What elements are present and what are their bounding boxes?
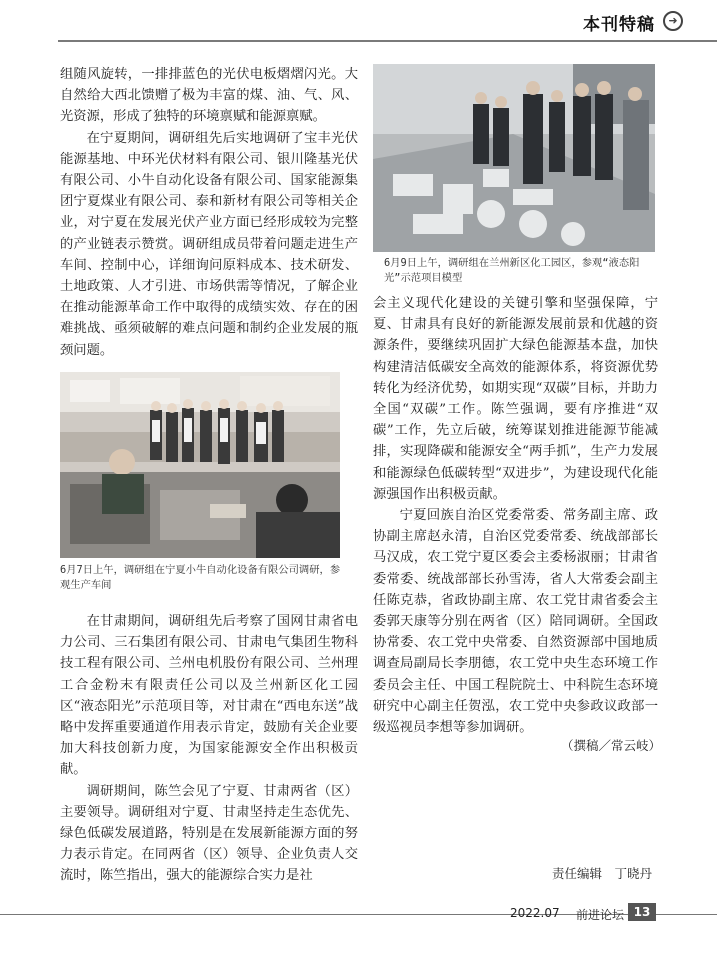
left-column-top (60, 64, 358, 361)
photo-caption: 6月9日上午，调研组在兰州新区化工园区，参观“液态阳光”示范项目模型 (384, 257, 640, 284)
magazine-name: 前进论坛 (576, 908, 625, 922)
photo-workshop (60, 372, 340, 558)
page-number: 13 (628, 903, 656, 921)
circle-arrow-icon: ➜ (663, 11, 683, 31)
header-rule (58, 40, 717, 42)
photo-model-exhibit (373, 64, 655, 252)
paragraph: 组随风旋转，一排排蓝色的光伏电板熠熠闪光。大自然给大西北馈赠了极为丰富的煤、油、气、风、光资源，形成了独特的环境禀赋和能源禀赋。 (60, 67, 358, 125)
left-column-bottom (60, 611, 358, 887)
paragraph: 在宁夏期间，调研组先后实地调研了宝丰光伏能源基地、中环光伏材料有限公司、银川隆基光伏有限公司、小牛自动化设备有限公司、国家能源集团宁夏煤业有限公司、泰和新材有限公司等相关企业，对宁夏在发展光伏产业方面已经形成较为完整的产业链表示赞赏。调研组成员带着问题走进生产车间、控制中心，详细询问原料成本、技术研发、土地政策、人才引进、市场供需等情况，了解企业在推动能源革命工作中取得的成绩实效、存在的困难挑战、亟须破解的难点问题和制约企业发展的瓶颈问题。 (60, 130, 358, 358)
paragraph: 宁夏回族自治区党委常委、常务副主席、政协副主席赵永清，自治区党委常委、统战部部长马汉成，农工党宁夏区委会主委杨淑丽；甘肃省委常委、统战部部长孙雪涛，省人大常委会副主任陈克恭，省政协副主席、农工党甘肃省委会主委郭天康等分别在两省（区）陪同调研。全国政协常委、农工党中央常委、自然资源部中国地质调查局副局长李朋德，农工党中央生态环境工作委员会主任、中国工程院院士、中科院生态环境研究中心副主任贺泓，农工党中央参政议政部一级巡视员李想等参加调研。 (373, 508, 658, 736)
issue-date: 2022.07 (510, 906, 560, 920)
section-title: 本刊特稿 (583, 15, 655, 35)
paragraph: 会主义现代化建设的关键引擎和坚强保障，宁夏、甘肃具有良好的新能源发展前景和优越的资源条件，要继续巩固扩大绿色能源基本盘，加快构建清洁低碳安全高效的能源体系，将资源优势转化为经济优势，如期实现“双碳”目标，并助力全国“双碳”工作。陈竺强调，要有序推进“双碳”工作，先立后破，统筹谋划推进能源节能减排，实现降碳和能源安全“两手抓”，生产力发展和能源绿色低碳转型“双进步”，为建设现代化能源强国作出积极贡献。 (373, 296, 658, 502)
byline: （撰稿／常云岐） (561, 738, 662, 753)
paragraph: 调研期间，陈竺会见了宁夏、甘肃两省（区）主要领导。调研组对宁夏、甘肃坚持走生态优先、绿色低碳发展道路，特别是在发展新能源方面的努力表示肯定。在同两省（区）领导、企业负责人交流时，陈竺指出，强大的能源综合实力是社 (60, 783, 358, 884)
editor-credit: 责任编辑 丁晓丹 (552, 866, 653, 881)
paragraph: 在甘肃期间，调研组先后考察了国网甘肃省电力公司、三石集团有限公司、甘肃电气集团生物科技工程有限公司、兰州电机股份有限公司、兰州理工合金粉末有限责任公司以及兰州新区化工园区“液态阳光”示范项目等，对甘肃在“西电东送”战略中发挥重要通道作用表示肯定，鼓励有关企业要加大科技创新力度，为国家能源安全作出积极贡献。 (60, 614, 358, 778)
page-header (0, 0, 717, 44)
photo-caption: 6月7日上午，调研组在宁夏小牛自动化设备有限公司调研，参观生产车间 (60, 564, 341, 591)
right-column-text (373, 293, 658, 738)
page-footer (0, 900, 717, 961)
